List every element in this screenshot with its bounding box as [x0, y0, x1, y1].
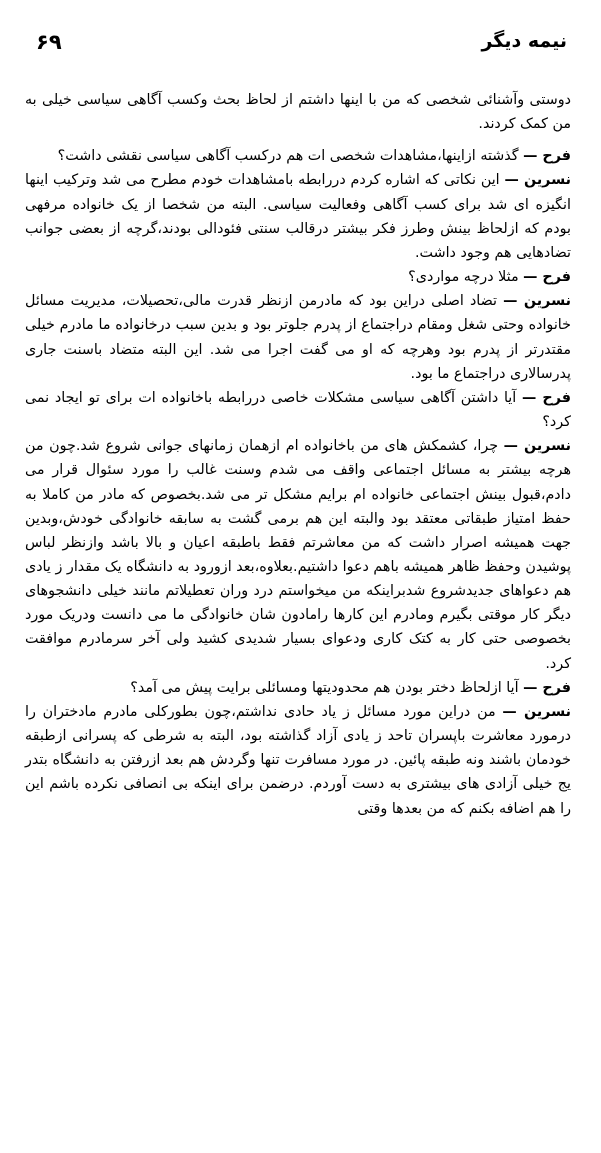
paragraph-text: مثلا درچه مواردی؟ — [408, 269, 524, 286]
paragraph — [25, 144, 571, 168]
paragraph-text: چرا، کشمکش های من باخانواده ام ازهمان زمانهای جوانی شروع شد.چون من هرچه بیشتر به مسائل اجتماعی واقف می شدم وسنت غالب را مورد سئوال قرار می دادم،قبول بینش اجتماعی خانواده ام برایم مشکل تر می شد.بخصوص که مادر من کاملا به حفظ امتیاز طبقاتی معتقد بود والبته این هم برمی گشت به سابقه خانوادگی خودش،وبدین جهت همیشه اصرار داشت که من معاشرتم فقط باطبقه اعیان و بالا باشد وازنظر لباس پوشیدن وحفظ ظاهر همیشه باهم دعوا داشتیم.بعلاوه،بعد ازورود به دانشگاه یک مقدار ز یادی هم دعواهای جدیدشروع شدبراینکه من میخواستم درد وران تعطیلاتم مانند خیلی دانشجوهای دیگر کار موقتی بگیرم ومادرم این کارها رامادون شان خانوادگی ما می دانست ودریک مورد بخصوصی حتی کار به کتک کاری ودعوای بسیار شدیدی کشید ولی آخر سرمادرم موافقت کرد. — [25, 438, 571, 672]
speaker-label: فرح — — [523, 269, 571, 286]
paragraph — [25, 386, 571, 434]
running-title: نیمه دیگر — [481, 30, 567, 52]
paragraph — [25, 88, 571, 136]
speaker-label: فرح — — [521, 389, 571, 406]
paragraph-text: تضاد اصلی دراین بود که مادرمن ازنظر قدرت مالی،تحصیلات، مدیریت مسائل خانواده وحتی شغل ومقام دراجتماع از پدرم جلوتر بود و بدین سبب درخانواده ما مادرم خیلی مقتدرتر از پدرم بود وهرچه که او می گفت اجرا می شد. این البته متضاد باسنت جاری پدرسالاری دراجتماع ما بود. — [25, 293, 571, 382]
paragraph-text: آیا ازلحاظ دختر بودن هم محدودیتها ومسائلی برایت پیش می آمد؟ — [130, 679, 524, 696]
speaker-label: فرح — — [523, 148, 571, 165]
speaker-label: نسرین — — [503, 293, 571, 310]
paragraph — [25, 168, 571, 265]
speaker-label: نسرین — — [502, 703, 571, 720]
paragraph — [25, 676, 571, 700]
paragraph-text: آیا داشتن آگاهی سیاسی مشکلات خاصی دررابطه باخانواده ات برای تو ایجاد نمی کرد؟ — [25, 389, 571, 431]
paragraph-text: این نکاتی که اشاره کردم دررابطه بامشاهدات خودم مطرح می شد وترکیب اینها انگیزه ای شد برای کسب آگاهی وفعالیت سیاسی. البته من شخصا از یک خانواده مرفهی بودم که ازلحاظ بینش وطرز فکر بیشتر درقالب سنتی فئودالی بودند،گرچه از بعضی جوانب تضادهایی هم وجود داشت. — [25, 172, 571, 261]
page-header — [30, 4, 567, 74]
speaker-label: فرح — — [523, 679, 571, 696]
paragraph — [25, 434, 571, 676]
paragraph-text: دوستی وآشنائی شخصی که من با اینها داشتم از لحاظ بحث وکسب آگاهی سیاسی خیلی به من کمک کردند. — [25, 92, 571, 133]
paragraph-text: من دراین مورد مسائل ز یاد حادی نداشتم،چون بطورکلی مادرم مادختران را درمورد معاشرت باپسران تاحد ز یادی آزاد گذاشته بود، البته به شرطی که پسرانی ازطبقه خودمان باشند ونه طبقه پائین. در مورد مسافرت تنها وگردش هم بعد ازرفتن به دانشگاه بتدر یج خیلی آزادی های بیشتری به دست آوردم. درضمن برای اینکه بی انصافی نکرده باشم این را هم اضافه بکنم که من بعدها وقتی — [25, 703, 571, 817]
body-text — [25, 88, 571, 821]
speaker-label: نسرین — — [503, 438, 571, 455]
paragraph — [25, 289, 571, 386]
page-number: ۶۹ — [36, 30, 62, 54]
paragraph — [25, 265, 571, 289]
paragraph-text: گذشته ازاینها،مشاهدات شخصی ات هم درکسب آگاهی سیاسی نقشی داشت؟ — [57, 148, 524, 165]
speaker-label: نسرین — — [504, 172, 571, 189]
paragraph — [25, 700, 571, 821]
